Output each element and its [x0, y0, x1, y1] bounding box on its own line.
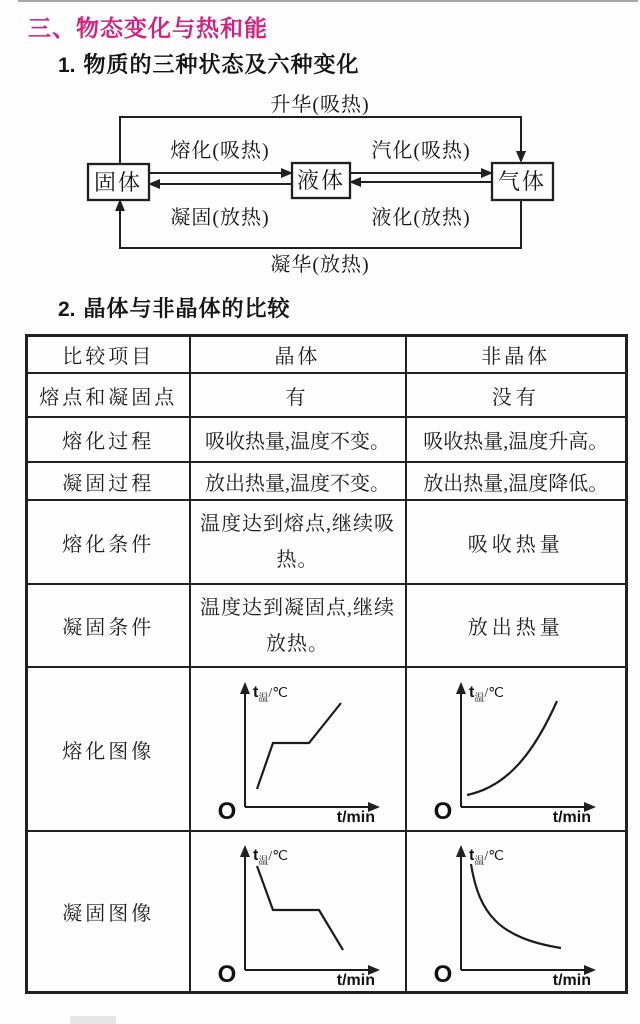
liquefaction-label: 液化(放热) — [371, 207, 471, 229]
freezing-graph-crystal — [195, 838, 405, 986]
section-2-heading — [58, 292, 291, 323]
x-axis-label: t/min — [336, 971, 375, 986]
melting-graph-amorphous — [411, 675, 621, 823]
y-axis-arrow-icon — [456, 845, 466, 857]
cell-amorphous-graph — [406, 667, 627, 831]
y-axis-label: $t_温^{/℃}$ — [252, 684, 288, 704]
arrow-down-icon — [516, 151, 526, 163]
table-header-row — [27, 336, 627, 374]
scan-artifact-top — [18, 0, 638, 2]
section-1-heading — [58, 48, 360, 79]
cell-amorphous: 放出热量,温度降低。 — [406, 462, 627, 500]
cell-item: 凝固过程 — [27, 462, 190, 500]
header-amorphous: 非晶体 — [406, 336, 627, 374]
x-axis-label: t/min — [552, 971, 591, 986]
solid-label: 固体 — [93, 170, 143, 195]
cell-crystal: 温度达到熔点,继续吸热。 — [190, 500, 406, 584]
temperature-curve — [257, 866, 343, 950]
sublimation-label: 升华(吸热) — [270, 94, 370, 116]
temperature-curve — [257, 703, 341, 789]
section-2-number: 2. — [58, 298, 76, 321]
origin-label: O — [433, 798, 453, 823]
cell-amorphous: 放出热量 — [406, 584, 627, 667]
cell-amorphous: 吸收热量,温度升高。 — [406, 417, 627, 462]
table-row — [27, 831, 627, 993]
cell-item: 熔点和凝固点 — [27, 373, 190, 417]
y-axis-label: $t_温^{/℃}$ — [468, 846, 504, 867]
table-row — [27, 500, 627, 584]
gas-label: 气体 — [497, 169, 547, 194]
cell-crystal-graph — [190, 667, 406, 831]
cell-item: 凝固图像 — [27, 831, 190, 993]
x-axis-label: t/min — [336, 809, 375, 823]
melting-graph-crystal — [195, 675, 405, 823]
melting-label: 熔化(吸热) — [170, 140, 270, 162]
section-1-number: 1. — [58, 54, 76, 77]
deposition-label: 凝华(放热) — [270, 254, 370, 276]
cell-amorphous-graph — [406, 831, 627, 993]
cell-item: 熔化条件 — [27, 500, 190, 584]
temperature-curve — [467, 701, 557, 795]
cell-crystal: 吸收热量,温度不变。 — [190, 417, 406, 462]
state-change-diagram — [0, 85, 640, 290]
temperature-curve — [471, 864, 561, 948]
y-axis-label: $t_温^{/℃}$ — [252, 846, 288, 867]
table-row — [27, 462, 627, 500]
cell-item: 凝固条件 — [27, 584, 190, 667]
y-axis-arrow-icon — [240, 682, 250, 694]
y-axis-arrow-icon — [240, 845, 250, 857]
table-row — [27, 584, 627, 667]
cell-item: 熔化图像 — [27, 667, 190, 831]
section-2-title: 晶体与非晶体的比较 — [83, 296, 291, 321]
cell-crystal: 有 — [190, 373, 406, 417]
table-row — [27, 667, 627, 831]
origin-label: O — [217, 798, 236, 823]
cell-item: 熔化过程 — [27, 417, 190, 462]
freezing-graph-amorphous — [411, 838, 621, 986]
scan-artifact-bottom — [70, 1016, 116, 1024]
freezing-label: 凝固(放热) — [170, 207, 270, 229]
cell-crystal: 放出热量,温度不变。 — [190, 462, 406, 500]
liquid-label: 液体 — [296, 168, 346, 193]
crystal-comparison-table — [25, 334, 628, 994]
section-1-title: 物质的三种状态及六种变化 — [83, 52, 360, 77]
cell-crystal: 温度达到凝固点,继续放热。 — [190, 584, 406, 667]
cell-amorphous: 吸收热量 — [406, 500, 627, 584]
table-row — [27, 417, 627, 462]
header-crystal: 晶体 — [190, 336, 406, 374]
table-row — [27, 373, 627, 417]
vaporization-label: 汽化(吸热) — [371, 140, 471, 162]
y-axis-arrow-icon — [456, 682, 466, 694]
cell-crystal-graph — [190, 831, 406, 993]
origin-label: O — [433, 960, 453, 986]
header-item: 比较项目 — [27, 336, 190, 374]
page-title: 三、物态变化与热和能 — [28, 15, 268, 41]
origin-label: O — [217, 960, 236, 986]
y-axis-label: $t_温^{/℃}$ — [468, 684, 504, 704]
x-axis-label: t/min — [552, 809, 591, 823]
cell-amorphous: 没有 — [406, 373, 627, 417]
